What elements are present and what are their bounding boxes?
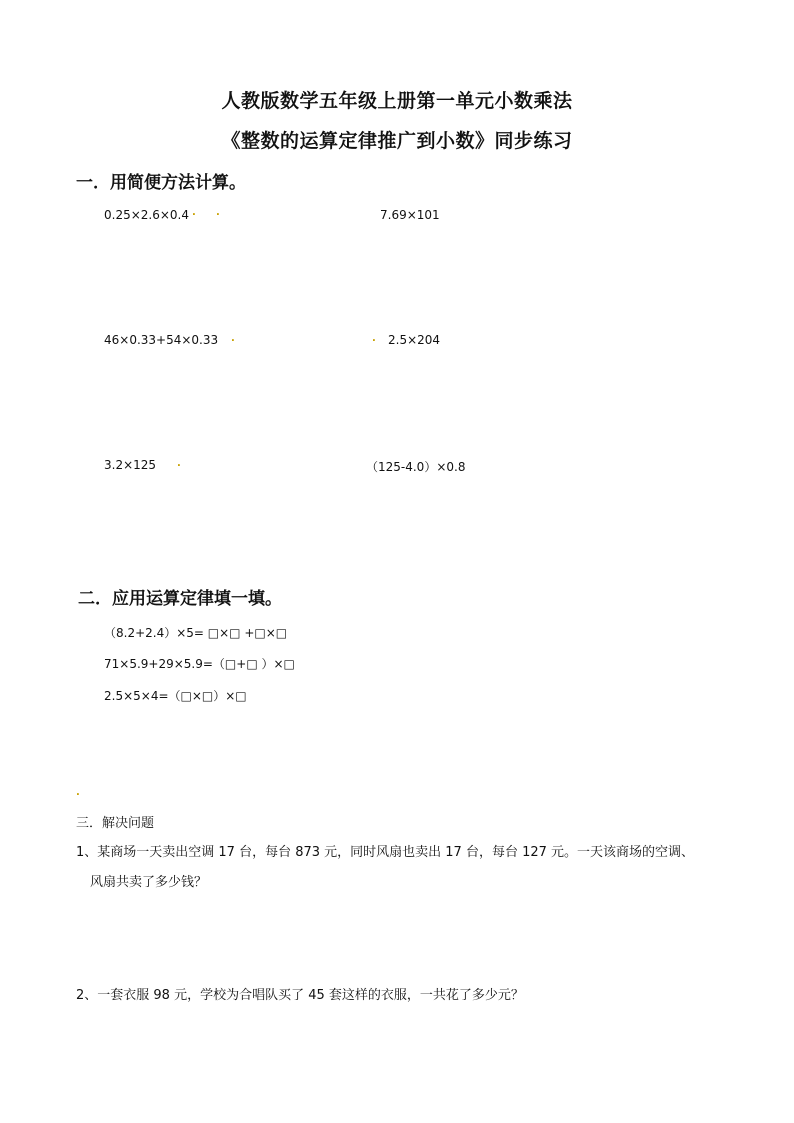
problem-1-line-2: 风扇共卖了多少钱？	[90, 875, 208, 890]
calc-item-4: 2.5×204	[388, 333, 441, 347]
calc-item-1: 0.25×2.6×0.4	[104, 208, 189, 222]
section2-heading: 二．应用运算定律填一填。	[78, 589, 282, 609]
page-title: 人教版数学五年级上册第一单元小数乘法	[221, 90, 573, 112]
problem-1-line-1: 1、某商场一天卖出空调 17 台，每台 873 元，同时风扇也卖出 17 台，每台 127 元。一天该商场的空调、	[76, 845, 695, 860]
stray-mark: .	[192, 207, 196, 218]
stray-mark: .	[216, 207, 220, 218]
stray-mark: .	[76, 787, 80, 798]
fill-blank-item-2: 71×5.9+29×5.9=（□+□ ）×□	[104, 657, 295, 671]
section1-heading: 一．用简便方法计算。	[76, 173, 246, 193]
stray-mark: .	[372, 333, 376, 344]
problem-2-line-1: 2、一套衣服 98 元，学校为合唱队买了 45 套这样的衣服，一共花了多少元？	[76, 988, 524, 1003]
section3-heading: 三．解决问题	[76, 816, 155, 831]
calc-item-3: 46×0.33+54×0.33	[104, 333, 219, 347]
page-subtitle: 《整数的运算定律推广到小数》同步练习	[221, 130, 573, 152]
calc-item-2: 7.69×101	[380, 208, 440, 222]
stray-mark: .	[231, 333, 235, 344]
fill-blank-item-1: （8.2+2.4）×5= □×□ +□×□	[104, 626, 288, 640]
calc-item-6: （125-4.0）×0.8	[366, 460, 466, 474]
calc-item-5: 3.2×125	[104, 458, 157, 472]
fill-blank-item-3: 2.5×5×4=（□×□）×□	[104, 689, 247, 703]
stray-mark: .	[177, 458, 181, 469]
